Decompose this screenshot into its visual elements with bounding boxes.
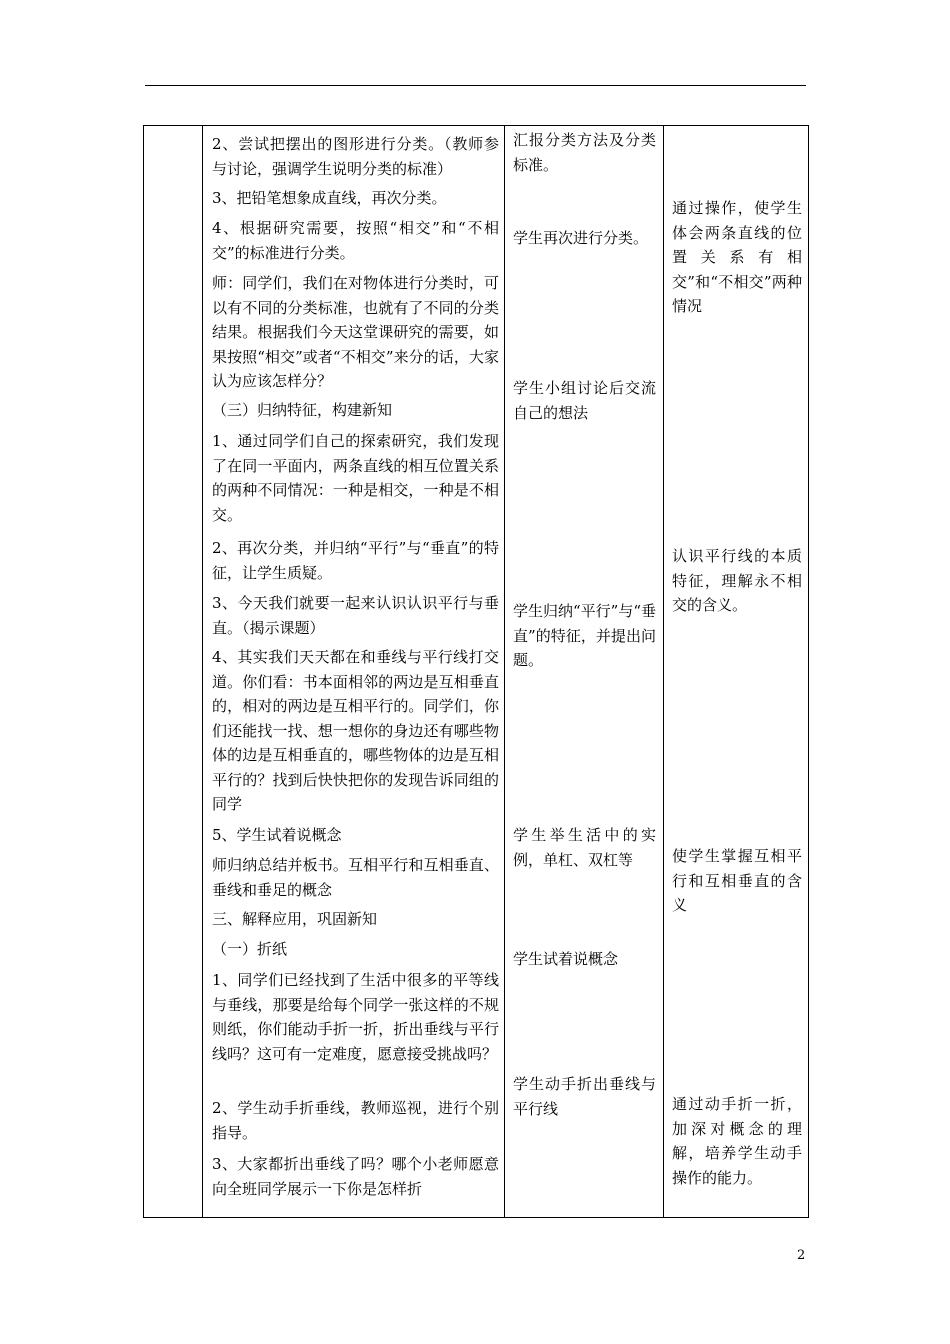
teacher-paragraph: （三）归纳特征，构建新知 (212, 401, 393, 419)
student-paragraph: 学生归纳“平行”与“垂直”的特征，并提出问题。 (513, 602, 657, 669)
teacher-paragraph: 2、学生动手折垂线，教师巡视，进行个别指导。 (212, 1099, 499, 1142)
teacher-paragraph: 师：同学们，我们在对物体进行分类时，可以有不同的分类标准，也就有了不同的分类结果。根据我们今天这堂课研究的需要，如果按照“相交”或者“不相交”来分的话，大家认为应该怎样分？ (212, 274, 499, 390)
student-paragraph: 学生举生活中的实例，单杠、双杠等 (513, 826, 656, 869)
teacher-paragraph: 1、同学们已经找到了生活中很多的平等线与垂线，那要是给每个同学一张这样的不规则纸，你们能动手折一折，折出垂线与平行线吗？这可有一定难度，愿意接受挑战吗？ (212, 971, 499, 1063)
teacher-paragraph: 2、尝试把摆出的图形进行分类。（教师参与讨论，强调学生说明分类的标准） (212, 135, 499, 178)
student-paragraph: 学生再次进行分类。 (513, 229, 649, 247)
table-row (144, 126, 809, 1218)
teacher-paragraph: 3、把铅笔想象成直线，再次分类。 (212, 189, 447, 207)
teacher-paragraph: 4、其实我们天天都在和垂线与平行线打交道。你们看：书本面相邻的两边是互相垂直的，相对的两边是互相平行的。同学们，你们还能找一找、想一想你的身边还有哪些物体的边是互相垂直的，哪些物体的边是互相平行的？找到后快快把你的发现告诉同组的同学 (212, 648, 499, 813)
teacher-paragraph: 5、学生试着说概念 (212, 826, 342, 844)
student-paragraph: 汇报分类方法及分类标准。 (513, 131, 656, 174)
teacher-activity-column (203, 126, 505, 1218)
teacher-paragraph: 三、解释应用，巩固新知 (212, 910, 378, 928)
student-paragraph: 学生动手折出垂线与平行线 (513, 1075, 656, 1118)
teacher-paragraph: 3、今天我们就要一起来认识认识平行与垂直。（揭示课题） (212, 594, 499, 637)
teacher-paragraph: 1、通过同学们自己的探索研究，我们发现了在同一平面内，两条直线的相互位置关系的两种不同情况：一种是相交，一种是不相交。 (212, 432, 499, 524)
student-paragraph: 学生试着说概念 (513, 950, 619, 968)
teacher-paragraph: 3、大家都折出垂线了吗？哪个小老师愿意向全班同学展示一下你是怎样折 (212, 1155, 499, 1198)
teacher-paragraph: 4、根据研究需要，按照“相交”和“不相交”的标准进行分类。 (212, 219, 499, 262)
header-rule (145, 85, 806, 86)
page-number: 2 (797, 1248, 806, 1263)
student-activity-column (505, 126, 664, 1218)
intent-paragraph: 使学生掌握互相平行和互相垂直的含义 (672, 847, 802, 914)
design-intent-column (664, 126, 809, 1218)
teacher-paragraph: 师归纳总结并板书。互相平行和互相垂直、垂线和垂足的概念 (212, 856, 499, 899)
intent-paragraph: 通过动手折一折，加深对概念的理解，培养学生动手操作的能力。 (672, 1095, 802, 1187)
student-paragraph: 学生小组讨论后交流自己的想法 (513, 379, 656, 422)
intent-paragraph: 认识平行线的本质特征，理解永不相交的含义。 (672, 547, 802, 614)
teacher-paragraph: （一）折纸 (212, 940, 288, 958)
lesson-table (143, 125, 809, 1218)
intent-paragraph: 通过操作，使学生体会两条直线的位置关系有相交”和“不相交”两种情况 (672, 199, 802, 315)
blank-column (144, 126, 203, 1218)
teacher-paragraph: 2、再次分类，并归纳“平行”与“垂直”的特征，让学生质疑。 (212, 539, 499, 582)
